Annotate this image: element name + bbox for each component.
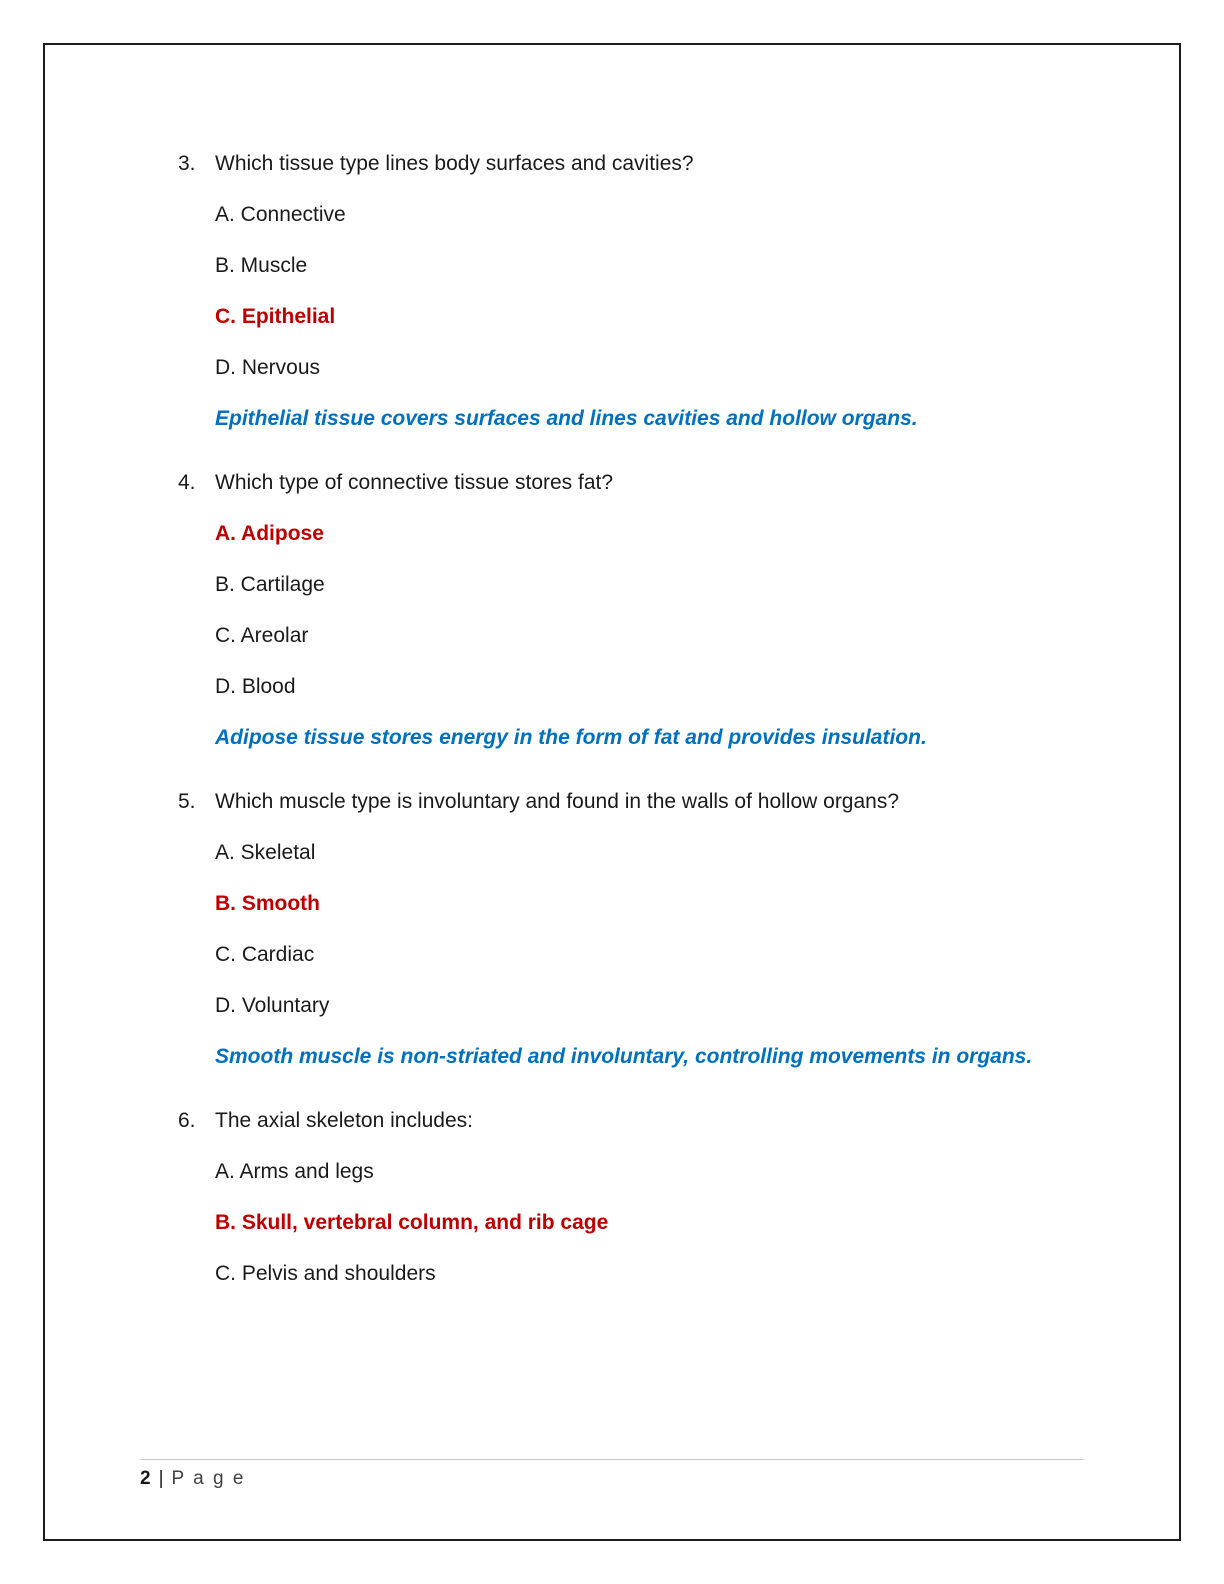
question-line bbox=[178, 138, 1090, 189]
question-line bbox=[178, 776, 1090, 827]
question-4 bbox=[178, 457, 1090, 763]
option-b-correct: B. Smooth bbox=[215, 892, 320, 915]
page-content bbox=[178, 138, 1090, 1312]
question-number: 6. bbox=[178, 1109, 196, 1132]
question-line bbox=[178, 1095, 1090, 1146]
option-c: C. Pelvis and shoulders bbox=[215, 1262, 436, 1285]
option-d: D. Voluntary bbox=[215, 994, 330, 1017]
option-a-correct: A. Adipose bbox=[215, 522, 324, 545]
question-number: 4. bbox=[178, 471, 196, 494]
question-number: 5. bbox=[178, 790, 196, 813]
question-text: Which type of connective tissue stores fat? bbox=[215, 471, 614, 494]
answer-explanation: Epithelial tissue covers surfaces and lines cavities and hollow organs. bbox=[215, 407, 918, 430]
option-b: B. Cartilage bbox=[215, 573, 325, 596]
footer-separator: | bbox=[158, 1468, 164, 1489]
option-c: C. Areolar bbox=[215, 624, 309, 647]
option-d: D. Blood bbox=[215, 675, 296, 698]
answer-explanation: Smooth muscle is non-striated and involuntary, controlling movements in organs. bbox=[215, 1045, 1033, 1068]
option-d: D. Nervous bbox=[215, 356, 321, 379]
footer-page-label: P a g e bbox=[171, 1468, 246, 1489]
question-number: 3. bbox=[178, 152, 196, 175]
option-a: A. Connective bbox=[215, 203, 346, 226]
footer-text bbox=[140, 1468, 1084, 1490]
question-text: Which muscle type is involuntary and found in the walls of hollow organs? bbox=[215, 790, 900, 813]
question-6 bbox=[178, 1095, 1090, 1299]
option-a: A. Skeletal bbox=[215, 841, 316, 864]
option-c: C. Cardiac bbox=[215, 943, 315, 966]
option-c-correct: C. Epithelial bbox=[215, 305, 336, 328]
page-footer bbox=[140, 1459, 1084, 1490]
footer-divider bbox=[140, 1459, 1084, 1460]
question-text: Which tissue type lines body surfaces and cavities? bbox=[215, 152, 694, 175]
question-5 bbox=[178, 776, 1090, 1082]
option-b: B. Muscle bbox=[215, 254, 308, 277]
question-text: The axial skeleton includes: bbox=[215, 1109, 473, 1132]
answer-explanation: Adipose tissue stores energy in the form of fat and provides insulation. bbox=[215, 726, 927, 749]
question-3 bbox=[178, 138, 1090, 444]
page-number: 2 bbox=[140, 1468, 151, 1489]
option-a: A. Arms and legs bbox=[215, 1160, 374, 1183]
question-line bbox=[178, 457, 1090, 508]
option-b-correct: B. Skull, vertebral column, and rib cage bbox=[215, 1211, 609, 1234]
